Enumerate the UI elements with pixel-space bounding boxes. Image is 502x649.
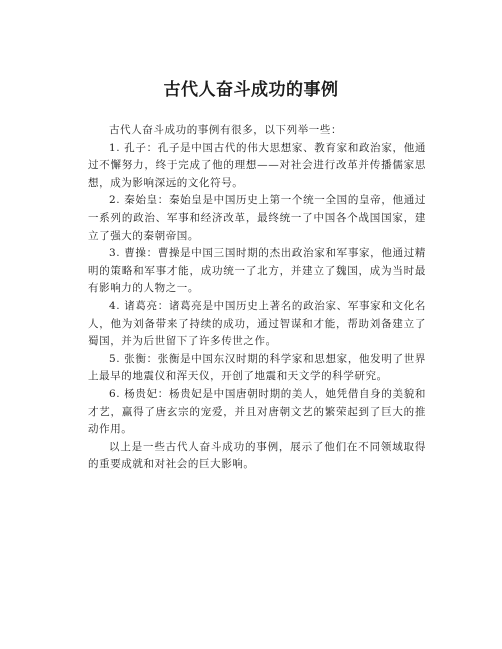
list-item-zhang-heng: 5. 张衡：张衡是中国东汉时期的科学家和思想家，他发明了世界上最早的地震仪和浑天仪，开创了地震和天文学的科学研究。 (88, 352, 426, 383)
list-item-zhuge-liang: 4. 诸葛亮：诸葛亮是中国历史上著名的政治家、军事家和文化名人，他为刘备带来了持续的成功，通过智谋和才能，帮助刘备建立了蜀国，并为后世留下了许多传世之作。 (88, 299, 426, 348)
intro-paragraph: 古代人奋斗成功的事例有很多，以下列举一些： (109, 124, 343, 136)
list-item-confucius: 1. 孔子：孔子是中国古代的伟大思想家、教育家和政治家，他通过不懈努力，终于完成了他的理想——对社会进行改革并传播儒家思想，成为影响深远的文化符号。 (88, 141, 426, 189)
list-item-yang-guifei: 6. 杨贵妃：杨贵妃是中国唐朝时期的美人，她凭借自身的美貌和才艺，赢得了唐玄宗的宠爱，并且对唐朝文艺的繁荣起到了巨大的推动作用。 (88, 387, 426, 436)
list-item-qin-shi-huang: 2. 秦始皇：秦始皇是中国历史上第一个统一全国的皇帝，他通过一系列的政治、军事和经济改革，最终统一了中国各个战国国家，建立了强大的秦朝帝国。 (88, 194, 426, 242)
list-item-cao-cao: 3. 曹操：曹操是中国三国时期的杰出政治家和军事家，他通过精明的策略和军事才能，成功统一了北方，并建立了魏国，成为当时最有影响力的人物之一。 (88, 247, 426, 295)
document-body (88, 122, 426, 474)
conclusion-paragraph: 以上是一些古代人奋斗成功的事例，展示了他们在不同领域取得的重要成就和对社会的巨大影响。 (88, 440, 426, 471)
document-title: 古代人奋斗成功的事例 (163, 80, 339, 100)
